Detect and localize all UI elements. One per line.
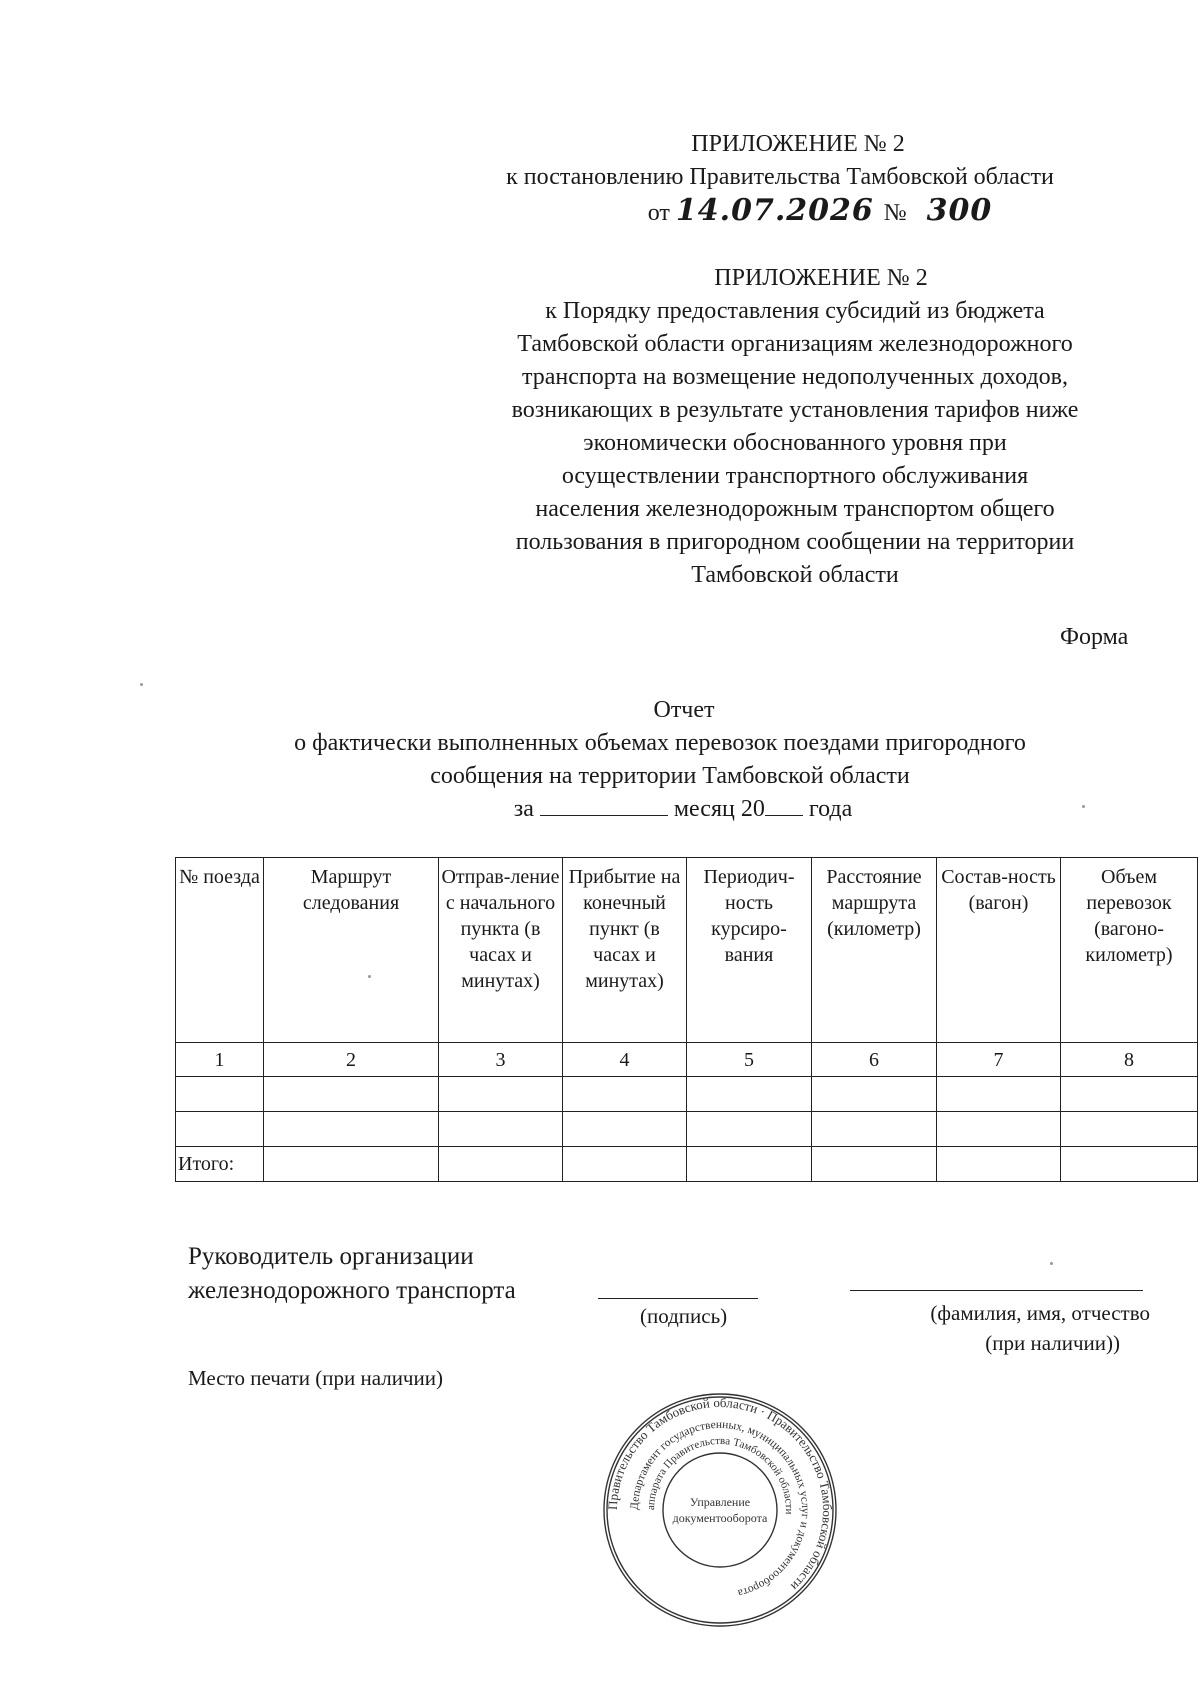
total-label: Итого: xyxy=(176,1147,264,1182)
table-cell[interactable] xyxy=(937,1147,1061,1182)
form-label: Форма xyxy=(1060,624,1129,650)
table-cell[interactable] xyxy=(176,1112,264,1147)
col-header-distance: Расстояние маршрута (километр) xyxy=(812,858,937,1043)
column-number: 2 xyxy=(264,1043,439,1077)
report-title: Отчет xyxy=(653,697,715,723)
procedure-line: транспорта на возмещение недополученных доходов, xyxy=(522,364,1068,390)
period-year-blank[interactable] xyxy=(765,793,803,816)
table-row xyxy=(176,1112,1198,1147)
stamp-center-line: документооборота xyxy=(672,1511,768,1525)
appendix-heading-2: ПРИЛОЖЕНИЕ № 2 xyxy=(714,265,928,291)
table-cell[interactable] xyxy=(937,1077,1061,1112)
report-title-line: сообщения на территории Тамбовской области xyxy=(430,763,910,789)
signature-caption: (подпись) xyxy=(640,1304,728,1328)
column-number: 1 xyxy=(176,1043,264,1077)
period-prefix: за xyxy=(513,796,534,822)
procedure-line: населения железнодорожным транспортом общего xyxy=(535,496,1055,522)
appendix-heading: ПРИЛОЖЕНИЕ № 2 xyxy=(691,131,905,157)
table-cell[interactable] xyxy=(812,1112,937,1147)
table-cell[interactable] xyxy=(1061,1112,1198,1147)
table-cell[interactable] xyxy=(264,1147,439,1182)
table-header-row xyxy=(176,858,1198,1043)
scan-speck xyxy=(140,683,143,686)
seal-place-label: Место печати (при наличии) xyxy=(188,1366,443,1390)
column-number: 3 xyxy=(439,1043,563,1077)
table-cell[interactable] xyxy=(687,1077,812,1112)
col-header-volume: Объем перевозок (вагоно-километр) xyxy=(1061,858,1198,1043)
stamp-center-line: Управление xyxy=(689,1495,751,1509)
column-number: 4 xyxy=(563,1043,687,1077)
scan-speck xyxy=(1050,1262,1053,1265)
report-title-line: о фактически выполненных объемах перевозок поездами пригородного xyxy=(294,730,1026,756)
full-name-caption-line: (фамилия, имя, отчество xyxy=(930,1301,1150,1325)
table-cell[interactable] xyxy=(937,1112,1061,1147)
handwritten-number: 300 xyxy=(926,193,993,228)
stamp-outer-text: Правительство Тамбовской области · Правительство Тамбовской области xyxy=(604,1394,836,1595)
col-header-composition: Состав-ность (вагон) xyxy=(937,858,1061,1043)
col-header-periodicity: Периодич-ность курсиро-вания xyxy=(687,858,812,1043)
stamp-middle-text: Департамент государственных, муниципальных услуг и документооборота xyxy=(628,1418,812,1599)
procedure-appendix-block xyxy=(450,262,1140,592)
procedure-line: экономически обоснованного уровня при xyxy=(583,430,1007,456)
procedure-line: к Порядку предоставления субсидий из бюджета xyxy=(545,298,1045,324)
decree-line: к постановлению Правительства Тамбовской области xyxy=(506,164,1054,190)
procedure-line: Тамбовской области организациям железнодорожного xyxy=(517,331,1073,357)
number-sign: № xyxy=(883,200,907,226)
period-month-blank[interactable] xyxy=(540,793,668,816)
report-title-block xyxy=(190,694,1130,826)
decree-date-line xyxy=(440,194,1120,230)
report-table xyxy=(175,857,1198,1182)
scan-speck xyxy=(1082,805,1085,808)
full-name-caption xyxy=(880,1298,1150,1358)
stamp-inner-text: аппарата Правительства Тамбовской области xyxy=(644,1434,796,1515)
full-name-caption-line: (при наличии)) xyxy=(985,1331,1120,1355)
table-cell[interactable] xyxy=(439,1112,563,1147)
table-cell[interactable] xyxy=(264,1112,439,1147)
stamp-inner-ring xyxy=(663,1453,777,1567)
procedure-line: осуществлении транспортного обслуживания xyxy=(561,463,1029,489)
handwritten-date: 14.07.2026 xyxy=(675,193,874,228)
total-row xyxy=(176,1147,1198,1182)
column-number: 8 xyxy=(1061,1043,1198,1077)
table-cell[interactable] xyxy=(687,1112,812,1147)
decree-appendix-block xyxy=(440,128,1120,230)
column-number: 7 xyxy=(937,1043,1061,1077)
table-cell[interactable] xyxy=(1061,1077,1198,1112)
table-cell[interactable] xyxy=(812,1147,937,1182)
table-cell[interactable] xyxy=(812,1077,937,1112)
table-cell[interactable] xyxy=(563,1112,687,1147)
period-month: месяц 20 xyxy=(673,796,765,822)
period-suffix: года xyxy=(808,796,853,822)
table-cell[interactable] xyxy=(1061,1147,1198,1182)
date-prefix: от xyxy=(647,200,670,226)
procedure-line: возникающих в результате установления тарифов ниже xyxy=(511,397,1079,423)
table-cell[interactable] xyxy=(439,1147,563,1182)
column-number: 5 xyxy=(687,1043,812,1077)
table-cell[interactable] xyxy=(439,1077,563,1112)
column-number-row xyxy=(176,1043,1198,1077)
col-header-train-number: № поезда xyxy=(176,858,264,1043)
table-cell[interactable] xyxy=(563,1077,687,1112)
signatory-role xyxy=(188,1240,516,1308)
col-header-departure: Отправ-ление с начального пункта (в часах и минутах) xyxy=(439,858,563,1043)
signatory-role-line: железнодорожного транспорта xyxy=(188,1277,516,1304)
col-header-arrival: Прибытие на конечный пункт (в часах и минутах) xyxy=(563,858,687,1043)
table-cell[interactable] xyxy=(176,1077,264,1112)
signatory-role-line: Руководитель организации xyxy=(188,1243,474,1270)
col-header-route: Маршрут следования xyxy=(264,858,439,1043)
full-name-line[interactable] xyxy=(850,1290,1143,1291)
official-round-stamp xyxy=(600,1390,840,1630)
report-period-line xyxy=(190,793,1130,826)
scan-speck xyxy=(368,975,371,978)
column-number: 6 xyxy=(812,1043,937,1077)
procedure-line: Тамбовской области xyxy=(691,562,899,588)
table-cell[interactable] xyxy=(687,1147,812,1182)
procedure-line: пользования в пригородном сообщении на территории xyxy=(515,529,1075,555)
table-cell[interactable] xyxy=(563,1147,687,1182)
signature-line[interactable] xyxy=(598,1298,758,1299)
table-cell[interactable] xyxy=(264,1077,439,1112)
table-row xyxy=(176,1077,1198,1112)
